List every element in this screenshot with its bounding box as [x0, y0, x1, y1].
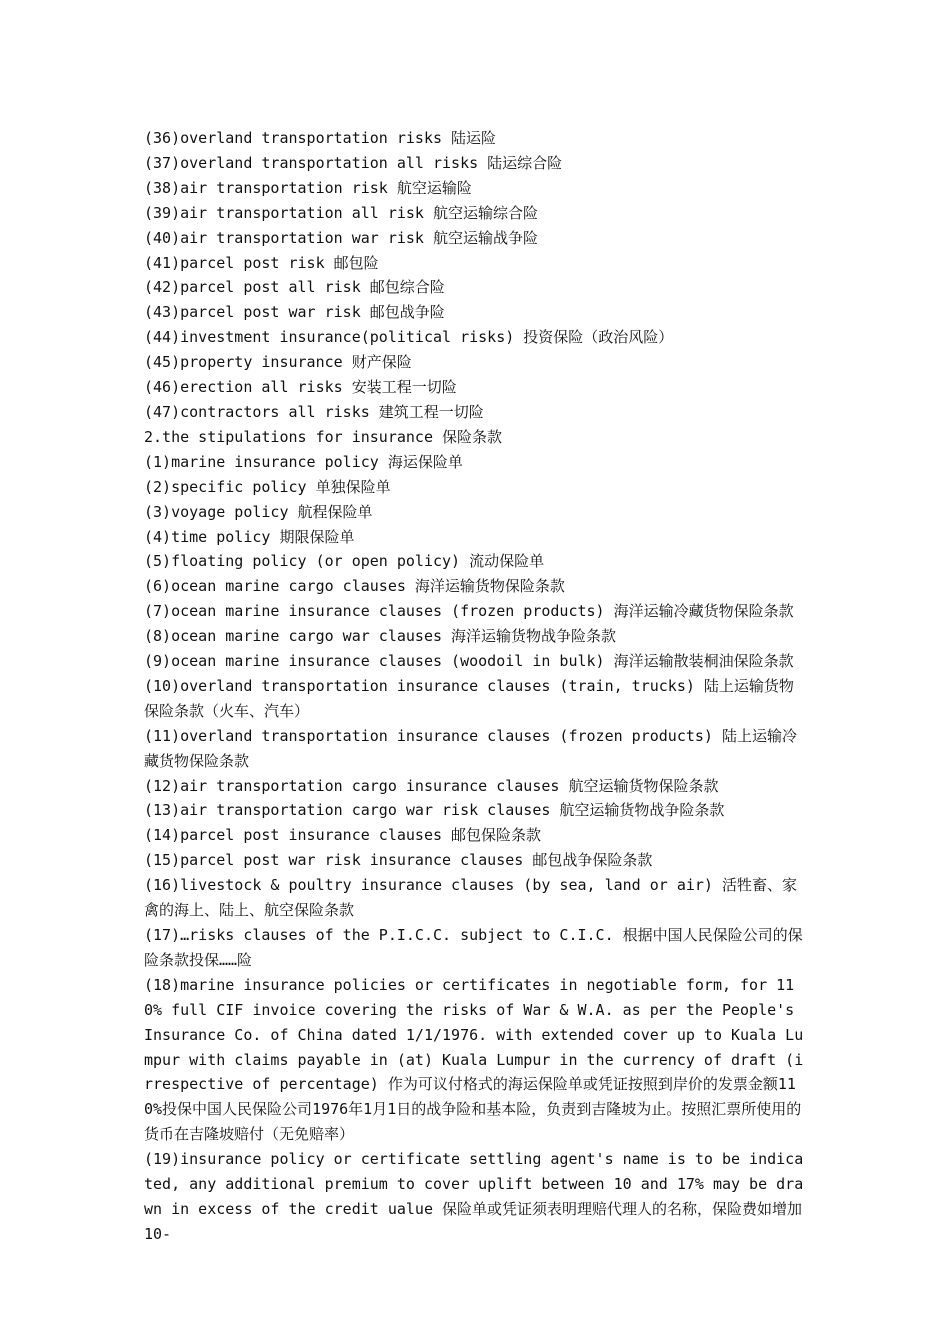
- text-line: (8)ocean marine cargo war clauses 海洋运输货物战争险条款: [144, 627, 617, 646]
- text-line: (5)floating policy (or open policy) 流动保险单: [144, 552, 545, 571]
- text-line: (46)erection all risks 安装工程一切险: [144, 378, 457, 397]
- text-line: (2)specific policy 单独保险单: [144, 477, 391, 496]
- text-line: (18)marine insurance policies or certificates in negotiable form, for 110% full CIF invoice covering the risks of War & W.A. as per the People's Insurance Co. of China dated 1/1/1976. with extended cover up to Kuala Lumpur with claims payable in (at) Kuala Lumpur in the currency of draft (irrespective of percentage) 作为可议付格式的海运保险单或凭证按照到岸价的发票金额110%投保中国人民保险公司1976年1月1日的战争险和基本险，负责到吉隆坡为止。按照汇票所使用的货币在吉隆坡赔付（无免赔率）: [144, 975, 804, 1144]
- text-line: (42)parcel post all risk 邮包综合险: [144, 278, 445, 297]
- text-line: (15)parcel post war risk insurance clauses 邮包战争保险条款: [144, 851, 653, 870]
- text-line: (14)parcel post insurance clauses 邮包保险条款: [144, 826, 542, 845]
- text-line: (39)air transportation all risk 航空运输综合险: [144, 203, 538, 222]
- text-line: (4)time policy 期限保险单: [144, 527, 355, 546]
- text-line: (37)overland transportation all risks 陆运综合险: [144, 153, 563, 172]
- text-line: (13)air transportation cargo war risk clauses 航空运输货物战争险条款: [144, 801, 725, 820]
- text-line: (1)marine insurance policy 海运保险单: [144, 452, 463, 471]
- text-line: (9)ocean marine insurance clauses (woodoil in bulk) 海洋运输散装桐油保险条款: [144, 652, 794, 671]
- text-line: (38)air transportation risk 航空运输险: [144, 178, 472, 197]
- text-line: (6)ocean marine cargo clauses 海洋运输货物保险条款: [144, 577, 565, 596]
- text-line: (47)contractors all risks 建筑工程一切险: [144, 402, 484, 421]
- text-line: (43)parcel post war risk 邮包战争险: [144, 303, 445, 322]
- document-body: [144, 126, 808, 1247]
- text-line: (36)overland transportation risks 陆运险: [144, 129, 497, 147]
- text-line: (40)air transportation war risk 航空运输战争险: [144, 228, 538, 247]
- text-line: (41)parcel post risk 邮包险: [144, 253, 379, 272]
- text-line: (10)overland transportation insurance clauses (train, trucks) 陆上运输货物保险条款（火车、汽车）: [144, 676, 794, 720]
- text-line: (3)voyage policy 航程保险单: [144, 502, 373, 521]
- text-line: (45)property insurance 财产保险: [144, 353, 412, 372]
- text-line: (16)livestock & poultry insurance clauses (by sea, land or air) 活牲畜、家禽的海上、陆上、航空保险条款: [144, 876, 797, 920]
- section-heading: 2.the stipulations for insurance 保险条款: [144, 427, 503, 446]
- text-line: (19)insurance policy or certificate settling agent's name is to be indicated, any additional premium to cover uplift between 10 and 17% may be drawn in excess of the credit ualue 保险单或凭证须表明理赔代理人的名称，保险费如增加10-: [144, 1150, 804, 1243]
- text-line: (44)investment insurance(political risks) 投资保险（政治风险）: [144, 328, 674, 347]
- text-line: (7)ocean marine insurance clauses (frozen products) 海洋运输冷藏货物保险条款: [144, 602, 794, 621]
- text-line: (17)…risks clauses of the P.I.C.C. subject to C.I.C. 根据中国人民保险公司的保险条款投保……险: [144, 926, 803, 969]
- text-line: (11)overland transportation insurance clauses (frozen products) 陆上运输冷藏货物保险条款: [144, 726, 797, 770]
- text-line: (12)air transportation cargo insurance clauses 航空运输货物保险条款: [144, 776, 719, 795]
